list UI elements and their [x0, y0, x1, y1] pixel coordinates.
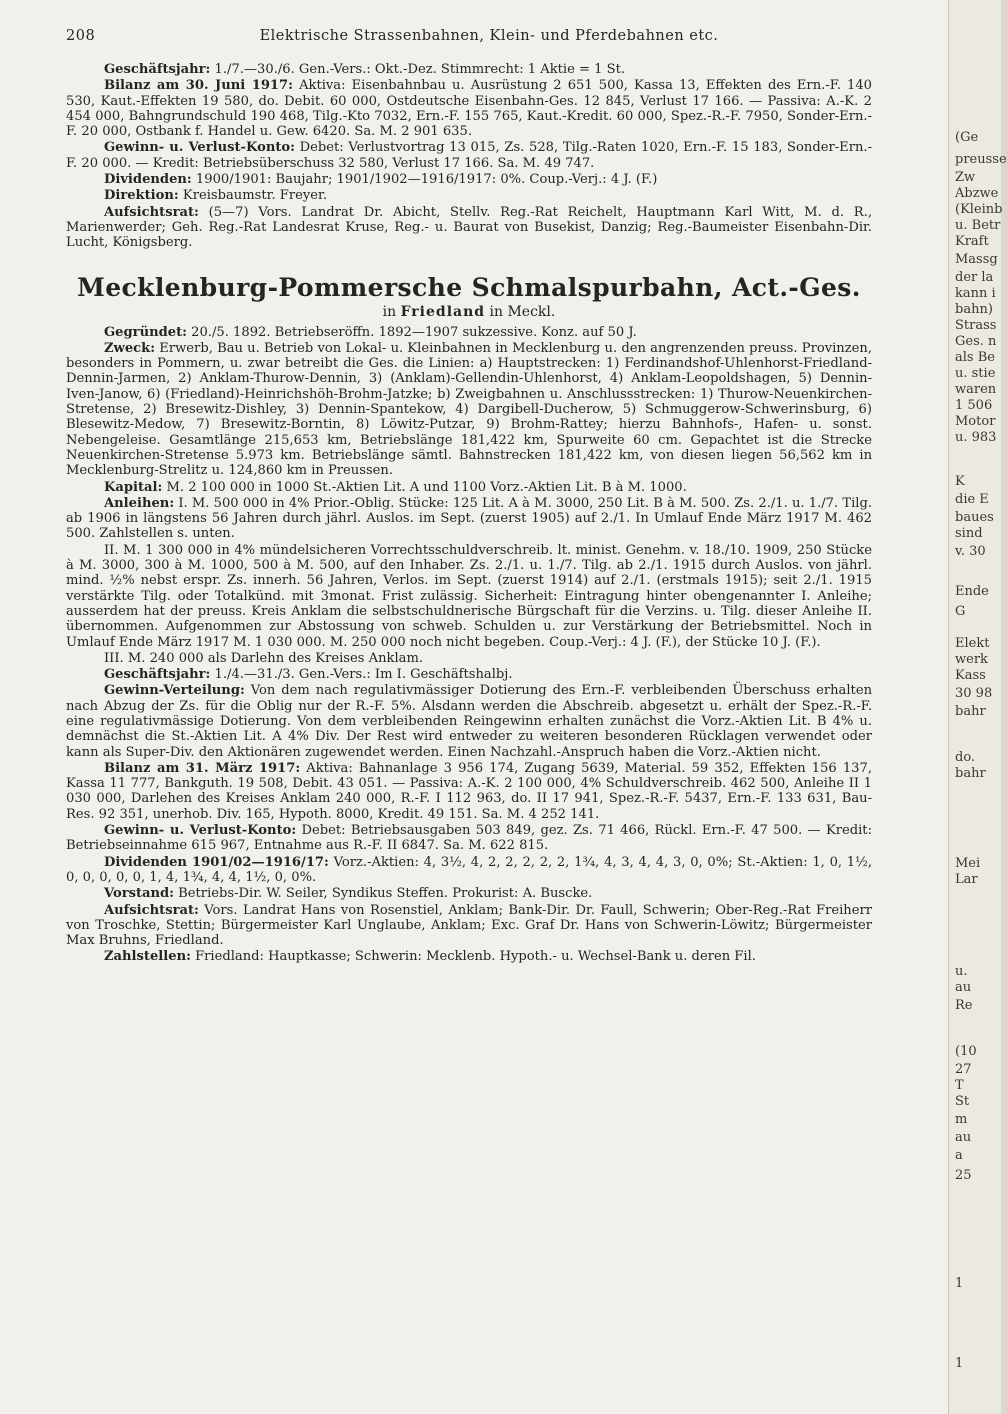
margin-fragment: Massg: [955, 252, 998, 267]
margin-fragment: 30 98: [955, 686, 993, 701]
margin-fragment: als Be: [955, 350, 995, 365]
section-anleihe-iii: III. M. 240 000 als Darlehn des Kreises Anklam.: [104, 650, 424, 666]
margin-fragment: u. Betr: [955, 218, 1001, 233]
section-aufsichtsrat: Aufsichtsrat: Vors. Landrat Hans von Rosenstiel, Anklam; Bank-Dir. Dr. Faull, Schwerin; Ober-Reg.-Rat Freiherr von Troschke, Stettin; Bürgermeister Karl Unglaube, Anklam; Exc. Graf Dr. Hans von Schwerin-Löwitz; Bürgermeister Max Bruhns, Friedland.: [66, 902, 872, 949]
margin-fragment: Motor: [955, 414, 996, 429]
margin-fragment: bahr: [955, 704, 986, 719]
entry-bilanz: Bilanz am 30. Juni 1917: Aktiva: Eisenbahnbau u. Ausrüstung 2 651 500, Kassa 13, Effekten des Ern.-F. 140 530, Kaut.-Effekten 19 580, do. Debit. 60 000, Ostdeutsche Eisenbahn-Ges. 12 845, Verlust 17 166. — Passiva: A.-K. 2 454 000, Bahngrundschuld 190 468, Tilg.-Kto 7032, Ern.-F. 155 765, Kaut.-Kredit. 60 000, Spez.-R.-F. 7950, Sonder-Ern.-F. 20 000, Ostbank f. Handel u. Gew. 6420. Sa. M. 2 901 635.: [66, 78, 872, 140]
section-gewinn-verteilung: Gewinn-Verteilung: Von dem nach regulativmässiger Dotierung des Ern.-F. verbleibenden Überschuss erhalten nach Abzug der Zs. für die Oblig nur der R.-F. 5%. Alsdann werden die Abschreib. abgesetzt u. erhält der Spez.-R.-F. eine regulativmässige Dotierung. Von dem verbleibenden Reingewinn erhalten zunächst die Vorz.-Aktien Lit. B 4% u. demnächst die St.-Aktien Lit. A 4% Div. Der Rest wird entweder zu weiteren besonderen Rücklagen verwendet oder kann als Super-Div. den Aktionären zugewendet werden. Einen Nachzahl.-Anspruch haben die Vorz.-Aktien nicht.: [66, 683, 872, 760]
main-column: [66, 28, 872, 966]
margin-fragment: 27: [955, 1062, 972, 1077]
margin-fragment: 1 506: [955, 398, 993, 413]
margin-fragment: Ges. n: [955, 334, 997, 349]
margin-fragment: Kass: [955, 668, 986, 683]
margin-fragment: u. 983: [955, 430, 997, 445]
section-vorstand: Vorstand: Betriebs-Dir. W. Seiler, Syndikus Steffen. Prokurist: A. Buscke.: [104, 886, 593, 902]
facing-page-margin: [948, 0, 1007, 1414]
company-location: in Friedland in Meckl.: [382, 303, 556, 320]
margin-fragment: m: [955, 1112, 968, 1127]
margin-fragment: die E: [955, 492, 989, 507]
page-number: 208: [66, 28, 96, 44]
margin-fragment: sind: [955, 526, 983, 541]
previous-company-entry: [66, 62, 872, 251]
margin-fragment: preusse: [955, 152, 1007, 167]
section-zahlstellen: Zahlstellen: Friedland: Hauptkasse; Schwerin: Mecklenb. Hypoth.- u. Wechsel-Bank u. deren Fil.: [104, 949, 756, 965]
section-zweck: Zweck: Erwerb, Bau u. Betrieb von Lokal- u. Kleinbahnen in Mecklenburg u. den angrenzenden preuss. Provinzen, besonders in Pommern, u. zwar betreibt die Ges. die Linien: a) Hauptstrecken: 1) Ferdinandshof-Uhlenhorst-Friedland-Dennin-Jarmen, 2) Anklam-Thurow-Dennin, 3) (Anklam)-Gellendin-Uhlenhorst, 4) Anklam-Leopoldshagen, 5) Dennin-Iven-Janow, 6) (Friedland)-Heinrichshöh-Brohm-Jatzke; b) Zweigbahnen u. Anschlussstrecken: 1) Thurow-Neuenkirchen-Stretense, 2) Bresewitz-Dishley, 3) Dennin-Spantekow, 4) Dargibell-Ducherow, 5) Schmuggerow-Schwerinsburg, 6) Blesewitz-Medow, 7) Bresewitz-Borntin, 8) Löwitz-Putzar, 9) Brohm-Rattey; hierzu Bahnhofs-, Hafen- u. sonst. Nebengeleise. Gesamtlänge 215,653 km, Betriebslänge 181,422 km, Spurweite 60 cm. Gepachtet ist die Strecke Neuenkirchen-Stretense 5.973 km. Betriebslänge sämtl. Bahnstrecken 181,422 km, von diesen liegen 56,562 km in Mecklenburg-Strelitz u. 124,860 km in Preussen.: [66, 340, 872, 479]
margin-fragment: (Kleinb: [955, 202, 1003, 217]
section-geschaeftsjahr: Geschäftsjahr: 1./4.—31./3. Gen.-Vers.: Im I. Geschäftshalbj.: [104, 667, 513, 683]
margin-fragment: Re: [955, 998, 973, 1013]
margin-fragment: der la: [955, 270, 994, 285]
margin-fragment: T: [955, 1078, 964, 1093]
section-kapital: Kapital: M. 2 100 000 in 1000 St.-Aktien Lit. A und 1100 Vorz.-Aktien Lit. B à M. 1000.: [104, 479, 687, 495]
margin-fragment: Lar: [955, 872, 978, 887]
margin-fragment: werk: [955, 652, 988, 667]
running-header: [66, 28, 872, 62]
entry-gewinn-verlust: Gewinn- u. Verlust-Konto: Debet: Verlustvortrag 13 015, Zs. 528, Tilg.-Raten 1020, Ern.-F. 15 183, Sonder-Ern.-F. 20 000. — Kredit: Betriebsüberschuss 32 580, Verlust 17 166. Sa. M. 49 747.: [66, 140, 872, 171]
section-gegruendet: Gegründet: 20./5. 1892. Betriebseröffn. 1892—1907 sukzessive. Konz. auf 50 J.: [104, 324, 637, 340]
margin-fragment: Ende: [955, 584, 989, 599]
margin-fragment: 1: [955, 1276, 964, 1291]
margin-fragment: Strass: [955, 318, 997, 333]
margin-fragment: Abzwe: [955, 186, 999, 201]
section-anleihen: Anleihen: I. M. 500 000 in 4% Prior.-Oblig. Stücke: 125 Lit. A à M. 3000, 250 Lit. B à M. 500. Zs. 2./1. u. 1./7. Tilg. ab 1906 in längstens 56 Jahren durch jährl. Auslos. im Sept. (zuerst 1905) auf 2./1. In Umlauf Ende März 1917 M. 462 500. Zahlstellen s. unten.: [66, 495, 872, 542]
margin-fragment: au: [955, 980, 972, 995]
margin-fragment: Kraft: [955, 234, 989, 249]
section-dividenden: Dividenden 1901/02—1916/17: Vorz.-Aktien: 4, 3½, 4, 2, 2, 2, 2, 2, 1¾, 4, 3, 4, 4, 3, 0, 0%; St.-Aktien: 1, 0, 1½, 0, 0, 0, 0, 0, 1, 4, 1¾, 4, 4, 1½, 0, 0%.: [66, 854, 872, 885]
margin-fragment: au: [955, 1130, 972, 1145]
section-gewinn-verlust: Gewinn- u. Verlust-Konto: Debet: Betriebsausgaben 503 849, gez. Zs. 71 466, Rückl. Ern.-F. 47 500. — Kredit: Betriebseinnahme 615 967, Entnahme aus R.-F. II 6847. Sa. M. 622 815.: [66, 823, 872, 854]
margin-fragment: a: [955, 1148, 963, 1163]
margin-fragment: (10: [955, 1044, 977, 1059]
entry-dividenden: Dividenden: 1900/1901: Baujahr; 1901/1902—1916/1917: 0%. Coup.-Verj.: 4 J. (F.): [104, 172, 658, 188]
margin-fragment: (Ge: [955, 130, 979, 145]
entry-geschaeftsjahr: Geschäftsjahr: 1./7.—30./6. Gen.-Vers.: Okt.-Dez. Stimmrecht: 1 Aktie = 1 St.: [104, 62, 626, 77]
running-title: Elektrische Strassenbahnen, Klein- und Pferdebahnen etc.: [259, 28, 719, 44]
margin-fragment: do.: [955, 750, 976, 765]
company-entry: [66, 325, 872, 965]
margin-fragment: St: [955, 1094, 970, 1109]
section-anleihe-ii: II. M. 1 300 000 in 4% mündelsicheren Vorrechtsschuldverschreib. lt. minist. Genehm. v. 18./10. 1909, 250 Stücke à M. 3000, 300 à M. 1000, 500 à M. 500, auf den Inhaber. Zs. 2./1. u. 1./7. Tilg. ab 2./1. 1915 durch Auslos. von jährl. mind. ½% nebst erspr. Zs. innerh. 56 Jahren, Verlos. im Sept. (zuerst 1914) auf 2./1. (erstmals 1915); seit 2./1. 1915 verstärkte Tilg. oder Totalkünd. mit 3monat. Frist zulässig. Sicherheit: Eintragung hinter obengenannter I. Anleihe; ausserdem hat der preuss. Kreis Anklam die selbstschuldnerische Bürgschaft für die Verzins. u. Tilg. dieser Anleihe II. übernommen. Aufgenommen zur Abstossung von schweb. Schulden u. zur Verstärkung der Betriebsmittel. Noch in Umlauf Ende März 1917 M. 1 030 000. M. 250 000 noch nicht begeben. Coup.-Verj.: 4 J. (F.), der Stücke 10 J. (F.).: [66, 542, 872, 650]
margin-fragment: bahn): [955, 302, 993, 317]
margin-fragment: K: [955, 474, 965, 489]
entry-aufsichtsrat: Aufsichtsrat: (5—7) Vors. Landrat Dr. Abicht, Stellv. Reg.-Rat Reichelt, Hauptmann Karl Witt, M. d. R., Marienwerder; Geh. Reg.-Rat Landesrat Kruse, Reg.- u. Baurat von Busekist, Danzig; Reg.-Baumeister Eisenbahn-Dir. Lucht, Königsberg.: [66, 204, 872, 251]
section-bilanz: Bilanz am 31. März 1917: Aktiva: Bahnanlage 3 956 174, Zugang 5639, Material. 59 352, Effekten 156 137, Kassa 11 777, Bankguth. 19 508, Debit. 43 051. — Passiva: A.-K. 2 100 000, 4% Schuldverschreib. 462 500, Anleihe II 1 030 000, Darlehen des Kreises Anklam 240 000, R.-F. I 112 963, do. II 17 941, Spez.-R.-F. 5437, Ern.-F. 133 631, Bau-Res. 92 351, unerhob. Div. 165, Hypoth. 8000, Kredit. 49 151. Sa. M. 4 252 141.: [66, 760, 872, 822]
margin-fragment: 25: [955, 1168, 972, 1183]
margin-fragment: 1: [955, 1356, 964, 1371]
margin-fragment: Elekt: [955, 636, 990, 651]
company-title: Mecklenburg-Pommersche Schmalspurbahn, Act.-Ges.: [77, 272, 861, 302]
margin-fragment: v. 30: [955, 544, 986, 559]
margin-fragment: baues: [955, 510, 994, 525]
margin-fragment: G: [955, 604, 966, 619]
margin-fragment: bahr: [955, 766, 986, 781]
margin-fragment: waren: [955, 382, 997, 397]
margin-fragment: kann i: [955, 286, 996, 301]
margin-fragment: u.: [955, 964, 968, 979]
margin-fragment: Mei: [955, 856, 981, 871]
margin-fragment: Zw: [955, 170, 976, 185]
margin-fragment: u. stie: [955, 366, 996, 381]
entry-direktion: Direktion: Kreisbaumstr. Freyer.: [104, 188, 327, 204]
